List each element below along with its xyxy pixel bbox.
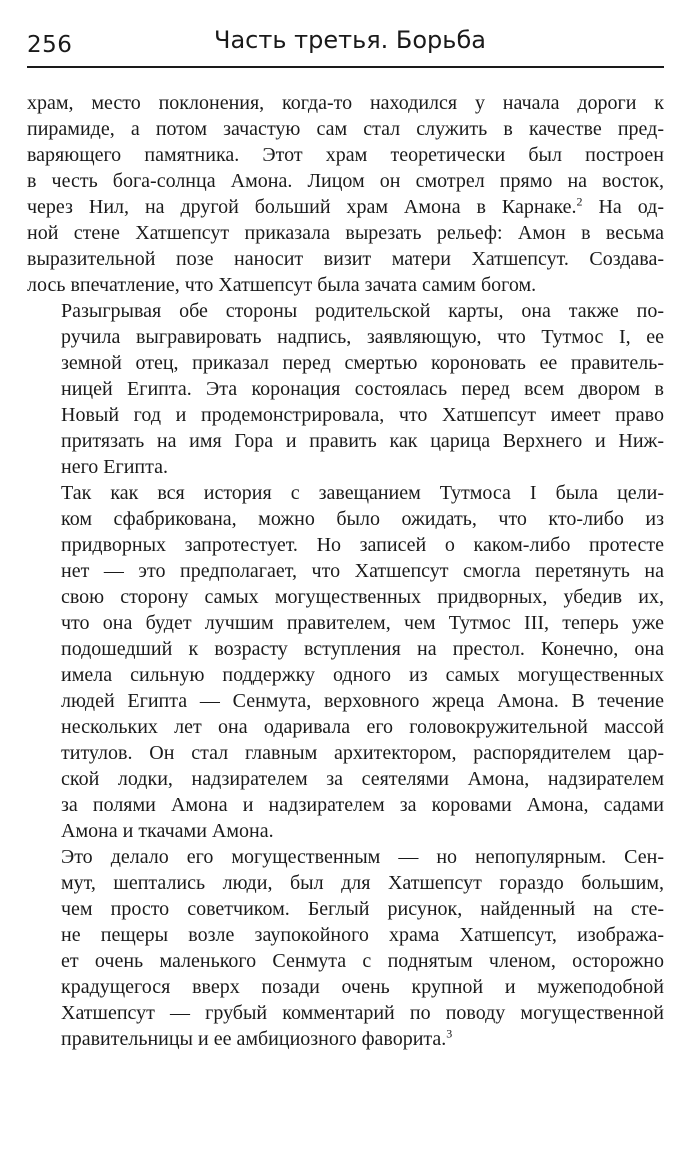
text-line: ет очень маленького Сенмута с поднятым членом, осторожно [61,950,664,972]
text-line: людей Египта — Сенмута, верховного жреца Амона. В течение [61,690,664,712]
footnote-mark: 3 [446,1026,453,1041]
text-line: Это делало его могущественным — но непопулярным. Сен- [61,846,664,868]
text-line: варяющего памятника. Этот храм теоретически был построен [27,144,664,166]
text-line: лось впечатление, что Хатшепсут была зачата самим богом. [27,274,537,296]
text-line: имела сильную поддержку одного из самых могущественных [61,664,664,686]
paragraph [27,480,664,844]
page-header [27,22,664,66]
page-number: 256 [27,32,73,58]
text-line: ручила выгравировать надпись, заявляющую, что Тутмос I, ее [61,326,664,348]
text-line: него Египта. [61,456,168,478]
text-line: Амона и ткачами Амона. [61,820,274,842]
text-line: Хатшепсут — грубый комментарий по поводу могущественной [61,1002,664,1024]
text-line: ком сфабрикована, можно было ожидать, что кто-либо из [61,508,664,530]
text-line: притязать на имя Гора и править как царица Верхнего и Ниж- [61,430,664,452]
paragraph [27,90,664,298]
body-text [27,90,664,1052]
text-line: выразительной позе наносит визит матери Хатшепсут. Создава- [27,248,664,270]
text-line: за полями Амона и надзирателем за коровами Амона, садами [61,794,664,816]
footnote-tail: На од- [582,196,664,218]
text-line: нескольких лет она одаривала его головокружительной массой [61,716,664,738]
text-line: правительницы и ее амбициозного фаворита.$^3$ [61,1026,453,1050]
text-line: через Нил, на другой больший храм Амона в Карнаке.$^2$ На од- [27,194,664,218]
text-line: ной стене Хатшепсут приказала вырезать рельеф: Амон в весьма [27,222,664,244]
text-line: что она будет лучшим правителем, чем Тутмос III, теперь уже [61,612,664,634]
text-line: придворных запротестует. Но записей о каком-либо протесте [61,534,664,556]
text-line: Разыгрывая обе стороны родительской карты, она также по- [61,300,664,322]
paragraph [27,844,664,1052]
text-line: храм, место поклонения, когда-то находился у начала дороги к [27,92,664,114]
text-line: ской лодки, надзирателем за сеятелями Амона, надзирателем [61,768,664,790]
text-line: ницей Египта. Эта коронация состоялась перед всем двором в [61,378,664,400]
text-line: свою сторону самых могущественных придворных, убедив их, [61,586,664,608]
text-line: не пещеры возле заупокойного храма Хатшепсут, изобража- [61,924,664,946]
text-line: земной отец, приказал перед смертью короновать ее правитель- [61,352,664,374]
running-head: Часть третья. Борьба [214,26,486,54]
text-line: Так как вся история с завещанием Тутмоса I была цели- [61,482,664,504]
text-line: Новый год и продемонстрировала, что Хатшепсут имеет право [61,404,664,426]
text-line: титулов. Он стал главным архитектором, распорядителем цар- [61,742,664,764]
text-line: мут, шептались люди, был для Хатшепсут гораздо большим, [61,872,664,894]
text-line: подошедший к возрасту вступления на престол. Конечно, она [61,638,664,660]
text-line: в честь бога-солнца Амона. Лицом он смотрел прямо на восток, [27,170,664,192]
text-line: чем просто советчиком. Беглый рисунок, найденный на сте- [61,898,664,920]
text-line: нет — это предполагает, что Хатшепсут смогла перетянуть на [61,560,664,582]
text-line: крадущегося вверх позади очень крупной и мужеподобной [61,976,664,998]
footnote-mark: 2 [576,194,583,209]
header-rule [27,66,664,68]
text-line: пирамиде, а потом зачастую сам стал служить в качестве пред- [27,118,664,140]
paragraph [27,298,664,480]
